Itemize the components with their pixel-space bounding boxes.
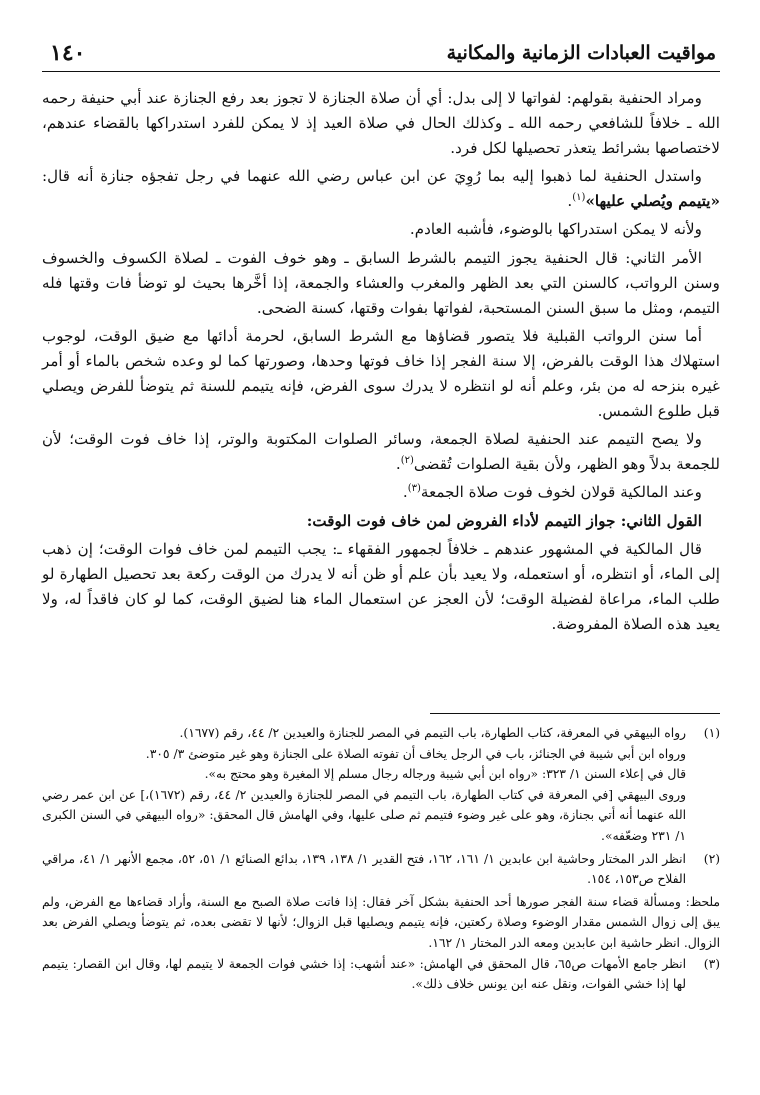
text: ولا يصح التيمم عند الحنفية لصلاة الجمعة، وسائر الصلوات المكتوبة والوتر، إذا خاف فوت الوقت؛ لأن للجمعة بدلاً وهو الظهر، ولأن بقية الصلوات تُقضى — [42, 430, 720, 474]
paragraph: ولأنه لا يمكن استدراكها بالوضوء، فأشبه العادم. — [409, 220, 702, 239]
footnote — [42, 954, 720, 995]
text: . — [567, 192, 573, 211]
footnote-line: انظر الدر المختار وحاشية ابن عابدين ١/ ١٦١، ١٦٢، فتح القدير ١/ ١٣٨، ١٣٩، بدائع الصنائع ١/ ٥١، ٥٢، مجمع الأنهر ١/ ٤١، مراقي الفلاح ص١٥٣، ١٥٤. — [42, 851, 686, 887]
text: . — [402, 483, 408, 502]
footnote-number: (٢) — [703, 851, 720, 866]
text: . — [395, 455, 401, 474]
footnote-line: انظر جامع الأمهات ص٦٥، قال المحقق في الهامش: «عند أشهب: إذا خشي فوات الجمعة لا يتيمم لها، وقال ابن القصار: يتيمم لها إذا خشي الفوات، ونقل عنه ابن يونس خلاف ذلك». — [42, 956, 686, 992]
paragraph: الأمر الثاني: قال الحنفية يجوز التيمم بالشرط السابق ـ وهو خوف الفوت ـ لصلاة الكسوف والخسوف وسنن الرواتب، كالسنن التي بعد الظهر والمغرب والعشاء والجمعة، إذا أخَّرها بحيث لو توضأ فات وقتها فله التيمم، ومثل ما سبق السنن المستحبة، لفواتها بفوات وقتها، كسنة الضحى. — [42, 248, 720, 317]
paragraph — [42, 427, 720, 477]
footnote-number: (٣) — [703, 956, 720, 971]
footnote — [42, 723, 720, 847]
text: وعند المالكية قولان لخوف فوت صلاة الجمعة — [420, 483, 702, 502]
footnote — [42, 849, 720, 890]
footnotes — [42, 723, 720, 997]
paragraph: أما سنن الرواتب القبلية فلا يتصور قضاؤها مع الشرط السابق، لحرمة أدائها مع ضيق الوقت، لوجوب استهلاك هذا الوقت بالفرض، إلا سنة الفجر إذا خاف فوتها وحدها، وصورتها كما لو وعده شخص بالماء أو أمر غيره بنزحه له من بئر، وعلم أنه لو انتظره لا يدرك سوى الفرض، فإنه يتيمم للسنة ثم يتوضأ للفرض ويصلي قبل طلوع الشمس. — [42, 326, 720, 421]
footnote-remark — [42, 892, 720, 954]
remark-text: ملحظ: ومسألة قضاء سنة الفجر صورها أحد الحنفية بشكل آخر فقال: إذا فاتت صلاة الصبح مع السنة، وأراد قضاءها مع الفرض، ولم يبق إلى زوال الشمس مقدار الوضوء وصلاة ركعتين، فإنه يتيمم ويصليها قبل الزوال؛ لأنها لا تقضى بعده، ثم يتوضأ ويصلي الفرض بعد الزوال. انظر حاشية ابن عابدين ومعه الدر المختار ١/ ١٦٢. — [42, 894, 720, 950]
running-title: مواقيت العبادات الزمانية والمكانية — [446, 42, 716, 64]
footnote-body — [42, 849, 686, 890]
main-text — [42, 86, 720, 640]
paragraph: قال المالكية في المشهور عندهم ـ خلافاً لجمهور الفقهاء ـ: يجب التيمم لمن خاف فوات الوقت؛ إن ذهب إلى الماء، أو انتظره، أو استعمله، ولا يعيد بأن علم أو ظن أنه لا يدرك من الوقت ركعة بعد تحصيل الطهارة لو طلب الماء، مراعاة لفضيلة الوقت؛ لأن العجز عن استعمال الماء هنا لضيق الوقت، كما لو كان فاقداً له، ولا يعيد هذه الصلاة المفروضة. — [42, 539, 720, 633]
footnote-number: (١) — [703, 726, 720, 740]
running-header — [42, 40, 720, 72]
footnote-body — [42, 723, 686, 847]
header-rule — [42, 71, 720, 72]
footnote-line: وروى البيهقي [في المعرفة في كتاب الطهارة، باب التيمم في المصر للجنازة والعيدين ٢/ ٤٤، رقم (١٦٧٢)،] عن ابن عمر رضي الله عنهما أنه أتي بجنازة، وهو على غير وضوء فتيمم ثم صلى عليها، وفي الهامش قال المحقق: «رواه البيهقي في السنن الكبرى ١/ ٢٣١ وضعّفه». — [42, 787, 686, 843]
footnote-separator — [430, 713, 720, 714]
footnote-line: قال في إعلاء السنن ١/ ٣٢٣: «رواه ابن أبي شيبة ورجاله رجال مسلم إلا المغيرة وهو محتج به». — [204, 767, 686, 782]
paragraph — [42, 164, 720, 214]
section-heading: القول الثاني: جواز التيمم لأداء الفروض لمن خاف فوت الوقت: — [306, 511, 702, 530]
footnote-ref[interactable]: (٣) — [407, 483, 421, 495]
paragraph — [42, 480, 720, 505]
footnote-line: رواه البيهقي في المعرفة، كتاب الطهارة، باب التيمم في المصر للجنازة والعيدين ٢/ ٤٤، رقم (١٦٧٧). — [179, 726, 686, 740]
text: واستدل الحنفية لما ذهبوا إليه بما رُوِيَ عن ابن عباس رضي الله عنهما في رجل تفجؤه جنازة أنه قال: — [42, 167, 702, 186]
footnote-line: ورواه ابن أبي شيبة في الجنائز، باب في الرجل يخاف أن تفوته الصلاة على الجنازة وهو غير متوضئ ٣/ ٣٠٥. — [145, 746, 686, 761]
footnote-ref[interactable]: (١) — [572, 192, 586, 204]
footnote-body — [42, 954, 686, 995]
paragraph: ومراد الحنفية بقولهم: لفواتها لا إلى بدل: أي أن صلاة الجنازة لا تجوز بعد رفع الجنازة عند أبي حنيفة رحمه الله ـ خلافاً للشافعي رحمه الله ـ وكذلك الحال في صلاة العيد إذ لا يمكن للفرد استدراكها بالقضاء عندهم، لاختصاصها بشرائط يتعذر تحصيلها لكل فرد. — [42, 89, 720, 158]
footnote-ref[interactable]: (٢) — [400, 455, 414, 467]
page-number: ١٤٠ — [50, 40, 86, 66]
quote: «يتيمم ويُصلي عليها» — [585, 192, 720, 211]
